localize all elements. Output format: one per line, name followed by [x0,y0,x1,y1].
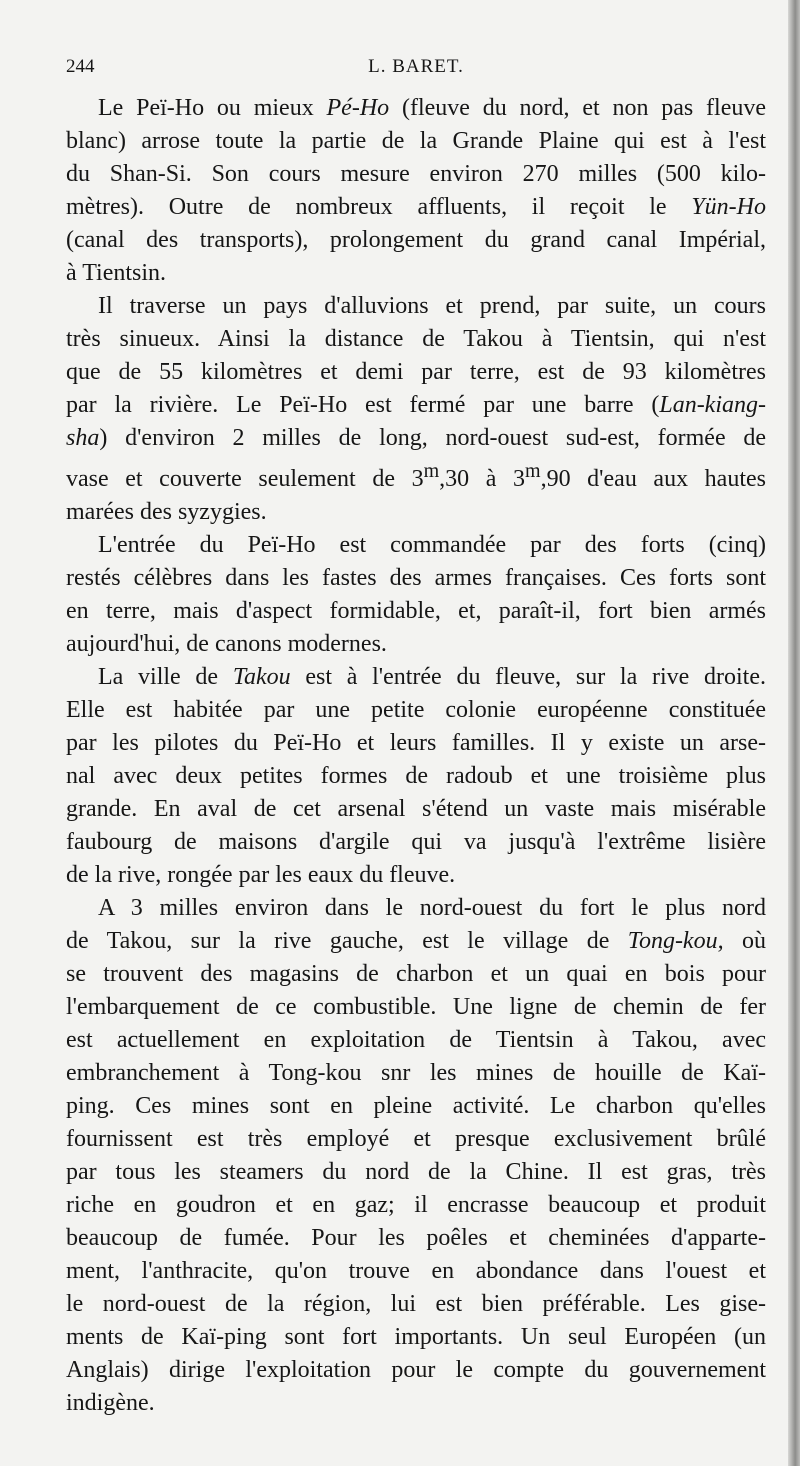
text-line: embranchement à Tong-kou snr les mines de houille de Kaï- [66,1060,766,1086]
text-line: A 3 milles environ dans le nord-ouest du fort le plus nord [98,895,766,921]
text-line: L'entrée du Peï-Ho est commandée par des forts (cinq) [98,532,766,558]
text-line: Il traverse un pays d'alluvions et prend, par suite, un cours [98,293,766,319]
text-line: le nord-ouest de la région, lui est bien préférable. Les gise- [66,1291,766,1317]
text-line: par la rivière. Le Peï-Ho est fermé par une barre (Lan-kiang- [66,392,766,418]
page-edge-shadow [788,0,800,1466]
text-line: sha) d'environ 2 milles de long, nord-ouest sud-est, formée de [66,425,766,451]
text-line: ments de Kaï-ping sont fort importants. Un seul Européen (un [66,1324,766,1350]
text-line: par les pilotes du Peï-Ho et leurs familles. Il y existe un arse- [66,730,766,756]
text-line: vase et couverte seulement de 3$^m$,30 à 3$^m$,90 d'eau aux hautes [66,460,766,492]
text-line: Elle est habitée par une petite colonie européenne constituée [66,697,766,723]
text-line: restés célèbres dans les fastes des armes françaises. Ces forts sont [66,565,766,591]
text-line: fournissent est très employé et presque exclusivement brûlé [66,1126,766,1152]
text-line: grande. En aval de cet arsenal s'étend un vaste mais misérable [66,796,766,822]
text-line: marées des syzygies. [66,499,267,525]
text-line: très sinueux. Ainsi la distance de Takou à Tientsin, qui n'est [66,326,766,352]
text-line: Le Peï-Ho ou mieux Pé-Ho (fleuve du nord, et non pas fleuve [98,95,767,121]
text-line: faubourg de maisons d'argile qui va jusqu'à l'extrême lisière [66,829,766,855]
text-line: (canal des transports), prolongement du grand canal Impérial, [66,227,766,253]
text-line: est actuellement en exploitation de Tientsin à Takou, avec [66,1027,766,1053]
text-line: mètres). Outre de nombreux affluents, il reçoit le Yün-Ho [66,194,766,220]
text-line: en terre, mais d'aspect formidable, et, paraît-il, fort bien armés [66,598,766,624]
text-line: l'embarquement de ce combustible. Une ligne de chemin de fer [66,994,766,1020]
text-line: aujourd'hui, de canons modernes. [66,631,387,657]
text-line: de la rive, rongée par les eaux du fleuve. [66,862,456,888]
text-line: blanc) arrose toute la partie de la Grande Plaine qui est à l'est [66,128,766,154]
body-text [66,92,766,1420]
text-line: indigène. [66,1390,155,1416]
text-line: de Takou, sur la rive gauche, est le village de Tong-kou, où [66,928,767,954]
page-number: 244 [66,56,95,77]
text-line: par tous les steamers du nord de la Chine. Il est gras, très [66,1159,766,1185]
text-line: se trouvent des magasins de charbon et un quai en bois pour [66,961,766,987]
text-line: ment, l'anthracite, qu'on trouve en abondance dans l'ouest et [66,1258,766,1284]
running-title: L. BARET. [368,56,464,77]
text-line: riche en goudron et en gaz; il encrasse beaucoup et produit [66,1192,766,1218]
page-header [66,56,766,86]
text-line: beaucoup de fumée. Pour les poêles et cheminées d'apparte- [66,1225,766,1251]
text-line: nal avec deux petites formes de radoub et une troisième plus [66,763,766,789]
text-line: à Tientsin. [66,260,167,286]
text-line: La ville de Takou est à l'entrée du fleuve, sur la rive droite. [98,664,766,690]
text-line: que de 55 kilomètres et demi par terre, est de 93 kilomètres [66,359,766,385]
text-line: ping. Ces mines sont en pleine activité. Le charbon qu'elles [66,1093,766,1119]
text-line: du Shan-Si. Son cours mesure environ 270 milles (500 kilo- [66,161,766,187]
text-line: Anglais) dirige l'exploitation pour le compte du gouvernement [66,1357,766,1383]
